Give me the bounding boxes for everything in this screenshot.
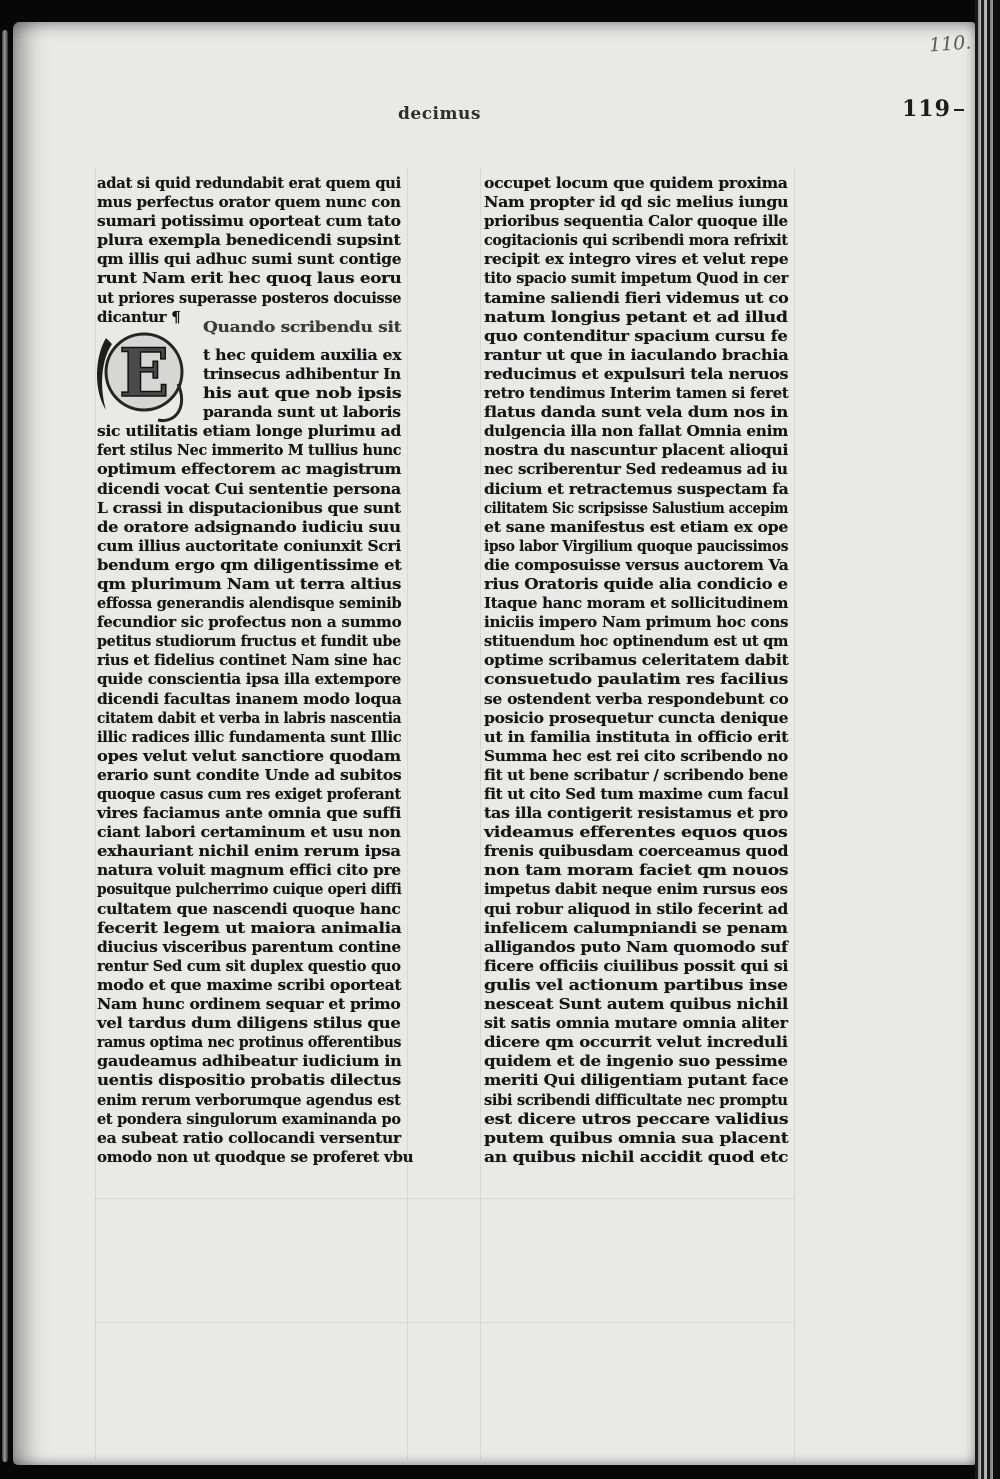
text-line: trinsecus adhibentur In xyxy=(203,364,401,383)
text-line: rius Oratoris quide alia condicio e xyxy=(484,574,788,593)
rubric-heading: Quando scribendu sit xyxy=(203,317,402,336)
text-line: citatem dabit et verba in labris nascentia xyxy=(97,708,402,727)
text-line: vel tardus dum diligens stilus que xyxy=(97,1014,401,1033)
text-line: de oratore adsignando iudiciu suu xyxy=(97,517,401,536)
text-line: dicendi facultas inanem modo loqua xyxy=(97,689,402,708)
text-line: nostra du nascuntur placent alioqui xyxy=(484,441,789,460)
ruling-line xyxy=(407,168,408,1460)
ruling-line xyxy=(95,1198,795,1199)
text-line: non tam moram faciet qm nouos xyxy=(484,861,789,880)
text-line: gaudeamus adhibeatur iudicium in xyxy=(97,1052,402,1071)
text-line: ut in familia instituta in officio erit xyxy=(484,727,789,746)
text-line: ea subeat ratio collocandi versentur xyxy=(97,1128,401,1147)
text-line: impetus dabit neque enim rursus eos xyxy=(484,880,788,899)
text-line: ficere officiis ciuilibus possit qui si xyxy=(484,956,789,975)
text-line: diucius visceribus parentum contine xyxy=(97,937,401,956)
text-line: ipso labor Virgilium quoque paucissimos xyxy=(484,536,789,555)
text-line: et pondera singulorum examinanda po xyxy=(97,1109,401,1128)
text-line: posicio prosequetur cuncta denique xyxy=(484,708,789,727)
folio-number-ink: 119 xyxy=(902,96,964,122)
text-line: ramus optima nec protinus offerentibus xyxy=(97,1033,402,1052)
text-line: enim rerum verborumque agendus est xyxy=(97,1090,401,1109)
text-line: paranda sunt ut laboris xyxy=(203,403,401,422)
text-line: alligandos puto Nam quomodo suf xyxy=(484,937,788,956)
text-line: reducimus et expulsuri tela neruos xyxy=(484,364,789,383)
text-line: qm illis qui adhuc sumi sunt contige xyxy=(97,250,402,269)
text-line: runt Nam erit hec quoq laus eoru xyxy=(97,269,402,288)
text-line: rius et fidelius continet Nam sine hac xyxy=(97,651,401,670)
text-line: die composuisse versus auctorem Va xyxy=(484,555,789,574)
text-line: stituendum hoc optinendum est ut qm xyxy=(484,632,789,651)
text-line: ciant labori certaminum et usu non xyxy=(97,823,401,842)
initial-letter: E xyxy=(118,334,170,412)
text-line: uentis dispositio probatis dilectus xyxy=(97,1071,402,1090)
text-line: meriti Qui diligentiam putant face xyxy=(484,1071,789,1090)
text-line: ut priores superasse posteros docuisse xyxy=(97,288,402,307)
text-line: cilitatem Sic scripsisse Salustium accepim xyxy=(484,498,789,517)
ruling-line xyxy=(480,168,481,1460)
text-line: sic utilitatis etiam longe plurimu ad xyxy=(97,422,402,441)
text-line: quoque casus cum res exiget proferant xyxy=(97,785,401,803)
text-line: mus perfectus orator quem nunc con xyxy=(97,193,401,212)
text-line: cultatem que nascendi quoque hanc xyxy=(97,899,401,918)
text-line: vires faciamus ante omnia que suffi xyxy=(97,804,402,823)
text-line: rantur ut que in iaculando brachia xyxy=(484,345,789,364)
text-line: an quibus nichil accidit quod etc xyxy=(484,1147,789,1166)
text-line: plura exempla benedicendi supsint xyxy=(97,231,401,250)
text-line: exhauriant nichil enim rerum ipsa xyxy=(97,842,401,861)
text-line: petitus studiorum fructus et fundit ube xyxy=(97,632,401,651)
text-line: natum longius petant et ad illud xyxy=(484,307,788,326)
page-edge-left xyxy=(2,30,8,1462)
text-line: natura voluit magnum effici cito pre xyxy=(97,861,401,880)
text-line: optimum effectorem ac magistrum xyxy=(97,460,402,479)
text-line: Summa hec est rei cito scribendo no xyxy=(484,746,788,765)
text-line: Itaque hanc moram et sollicitudinem xyxy=(484,594,789,613)
text-line: t hec quidem auxilia ex xyxy=(203,345,402,364)
text-line: videamus efferentes equos quos xyxy=(484,823,788,842)
text-line: omodo non ut quodque se proferet vbu xyxy=(97,1147,414,1166)
text-line: se ostendent verba respondebunt co xyxy=(484,689,789,708)
text-line: putem quibus omnia sua placent xyxy=(484,1128,789,1147)
text-line: quidem et de ingenio suo pessime xyxy=(484,1052,788,1071)
text-line: dicium et retractemus suspectam fa xyxy=(484,479,789,498)
text-line: quide conscientia ipsa illa extempore xyxy=(97,670,401,689)
folio-number-pencil: 110. xyxy=(928,31,973,57)
text-line: effossa generandis alendisque seminib xyxy=(97,594,402,613)
text-line: gulis vel actionum partibus inse xyxy=(484,975,788,994)
text-line: cum illius auctoritate coniunxit Scri xyxy=(97,536,401,555)
text-line: cogitacionis qui scribendi mora refrixit xyxy=(484,231,788,250)
text-line: sumari potissimu oporteat cum tato xyxy=(97,212,401,231)
text-line: sibi scribendi difficultate nec promptu xyxy=(484,1090,788,1109)
text-line: modo et que maxime scribi oporteat xyxy=(97,975,402,994)
ruling-line xyxy=(95,1322,795,1323)
page-edges-right xyxy=(975,0,1000,1479)
text-line: occupet locum que quidem proxima xyxy=(484,174,788,192)
text-line: recipit ex integro vires et velut repe xyxy=(484,250,789,269)
text-line: fecundior sic profectus non a summo xyxy=(97,613,402,632)
text-line: dicendi vocat Cui sententie persona xyxy=(97,479,401,498)
left-column xyxy=(97,174,414,1167)
text-line: fit ut cito Sed tum maxime cum facul xyxy=(484,785,789,803)
text-line: consuetudo paulatim res facilius xyxy=(484,670,789,689)
text-line: nec scriberentur Sed redeamus ad iu xyxy=(484,460,788,479)
text-line: fit ut bene scribatur / scribendo bene xyxy=(484,765,789,784)
text-line: et sane manifestus est etiam ex ope xyxy=(484,517,789,536)
text-line: dulgencia illa non fallat Omnia enim xyxy=(484,422,789,441)
text-line: flatus danda sunt vela dum nos in xyxy=(484,403,788,422)
text-line: tamine saliendi fieri videmus ut co xyxy=(484,288,789,307)
running-title: decimus xyxy=(398,104,481,124)
text-line: illic radices illic fundamenta sunt Illic xyxy=(97,727,402,746)
text-line: L crassi in disputacionibus que sunt xyxy=(97,498,401,517)
text-line: fert stilus Nec immerito M tullius hunc xyxy=(97,441,402,460)
text-line: qui robur aliquod in stilo fecerint ad xyxy=(484,899,788,918)
text-line: nesceat Sunt autem quibus nichil xyxy=(484,995,789,1014)
text-line: erario sunt condite Unde ad subitos xyxy=(97,765,402,784)
text-line: fecerit legem ut maiora animalia xyxy=(97,918,402,937)
text-line: retro tendimus Interim tamen si feret xyxy=(484,384,789,403)
text-line: qm plurimum Nam ut terra altius xyxy=(97,574,402,593)
text-line: his aut que nob ipsis xyxy=(203,384,402,403)
right-column xyxy=(484,174,792,1167)
text-line: tas illa contigerit resistamus et pro xyxy=(484,804,788,823)
text-line: prioribus sequentia Calor quoque ille xyxy=(484,212,788,231)
text-line: iniciis impero Nam primum hoc cons xyxy=(484,613,789,632)
text-line: rentur Sed cum sit duplex questio quo xyxy=(97,956,401,975)
ruling-line xyxy=(794,168,795,1460)
text-line: Nam propter id qd sic melius iungu xyxy=(484,193,789,212)
text-line: infelicem calumpniandi se penam xyxy=(484,918,788,937)
text-line: posuitque pulcherrimo cuique operi diffi xyxy=(97,880,402,899)
text-line: adat si quid redundabit erat quem qui xyxy=(97,174,401,192)
text-line: bendum ergo qm diligentissime et xyxy=(97,555,402,574)
text-line: quo contenditur spacium cursu fe xyxy=(484,326,788,345)
text-line: dicere qm occurrit velut increduli xyxy=(484,1033,788,1052)
text-line: sit satis omnia mutare omnia aliter xyxy=(484,1014,788,1033)
text-line: opes velut velut sanctiore quodam xyxy=(97,746,401,765)
text-line: dicantur ¶ xyxy=(97,307,181,326)
text-line: tito spacio sumit impetum Quod in cer xyxy=(484,269,789,288)
text-line: Nam hunc ordinem sequar et primo xyxy=(97,995,401,1014)
text-line: est dicere utros peccare validius xyxy=(484,1109,789,1128)
text-line: frenis quibusdam coerceamus quod xyxy=(484,842,789,861)
text-line: optime scribamus celeritatem dabit xyxy=(484,651,789,670)
